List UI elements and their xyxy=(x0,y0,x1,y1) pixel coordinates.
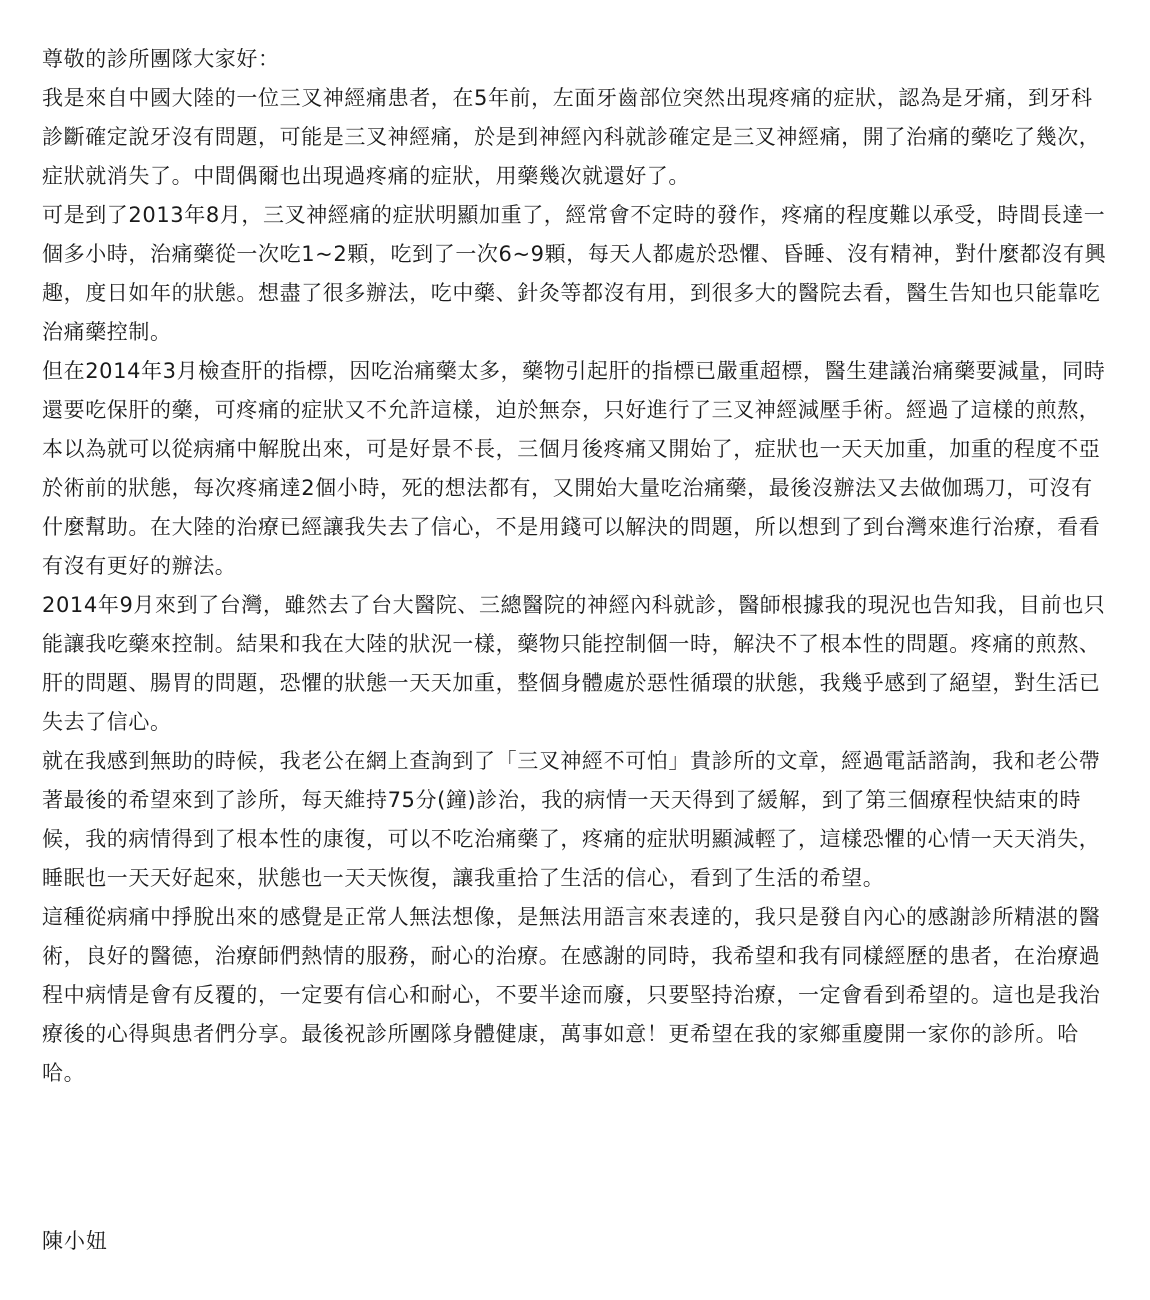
salutation: 尊敬的診所團隊大家好： xyxy=(42,47,280,71)
paragraph-4: 2014年9月來到了台灣，雖然去了台大醫院、三總醫院的神經內科就診，醫師根據我的現況也告知我，目前也只能讓我吃藥來控制。結果和我在大陸的狀況一樣，藥物只能控制個一時，解決不了根本性的問題。疼痛的煎熬、肝的問題、腸胃的問題，恐懼的狀態一天天加重，整個身體處於惡性循環的狀態，我幾乎感到了絕望，對生活已失去了信心。 xyxy=(42,593,1106,734)
paragraph-2: 可是到了2013年8月，三叉神經痛的症狀明顯加重了，經常會不定時的發作，疼痛的程度難以承受，時間長達一個多小時，治痛藥從一次吃1~2顆，吃到了一次6~9顆，每天人都處於恐懼、昏睡、沒有精神，對什麼都沒有興趣，度日如年的狀態。想盡了很多辦法，吃中藥、針灸等都沒有用，到很多大的醫院去看，醫生告知也只能靠吃治痛藥控制。 xyxy=(42,203,1107,344)
paragraph-3: 但在2014年3月檢查肝的指標，因吃治痛藥太多，藥物引起肝的指標已嚴重超標，醫生建議治痛藥要減量，同時還要吃保肝的藥，可疼痛的症狀又不允許這樣，迫於無奈，只好進行了三叉神經減壓手術。經過了這樣的煎熬，本以為就可以從病痛中解脫出來，可是好景不長，三個月後疼痛又開始了，症狀也一天天加重，加重的程度不亞於術前的狀態，每次疼痛達2個小時，死的想法都有，又開始大量吃治痛藥，最後沒辦法又去做伽瑪刀，可沒有什麼幫助。在大陸的治療已經讓我失去了信心，不是用錢可以解決的問題，所以想到了到台灣來進行治療，看看有沒有更好的辦法。 xyxy=(42,359,1106,578)
paragraph-1: 我是來自中國大陸的一位三叉神經痛患者，在5年前，左面牙齒部位突然出現疼痛的症狀，認為是牙痛，到牙科診斷確定說牙沒有問題，可能是三叉神經痛，於是到神經內科就診確定是三叉神經痛，開了治痛的藥吃了幾次，症狀就消失了。中間偶爾也出現過疼痛的症狀，用藥幾次就還好了。 xyxy=(42,86,1101,188)
letter-body xyxy=(42,40,1110,1093)
paragraph-5: 就在我感到無助的時候，我老公在網上查詢到了「三叉神經不可怕」貴診所的文章，經過電話諮詢，我和老公帶著最後的希望來到了診所，每天維持75分(鐘)診治，我的病情一天天得到了緩解，到了第三個療程快結束的時候，我的病情得到了根本性的康復，可以不吃治痛藥了，疼痛的症狀明顯減輕了，這樣恐懼的心情一天天消失，睡眠也一天天好起來，狀態也一天天恢復，讓我重拾了生活的信心，看到了生活的希望。 xyxy=(42,749,1101,890)
paragraph-6: 這種從病痛中掙脫出來的感覺是正常人無法想像，是無法用語言來表達的，我只是發自內心的感謝診所精湛的醫術，良好的醫德，治療師們熱情的服務，耐心的治療。在感謝的同時，我希望和我有同樣經歷的患者，在治療過程中病情是會有反覆的，一定要有信心和耐心，不要半途而廢，只要堅持治療，一定會看到希望的。這也是我治療後的心得與患者們分享。最後祝診所團隊身體健康，萬事如意！更希望在我的家鄉重慶開一家你的診所。哈哈。 xyxy=(42,905,1101,1085)
signature: 陳小妞 xyxy=(42,1229,108,1253)
